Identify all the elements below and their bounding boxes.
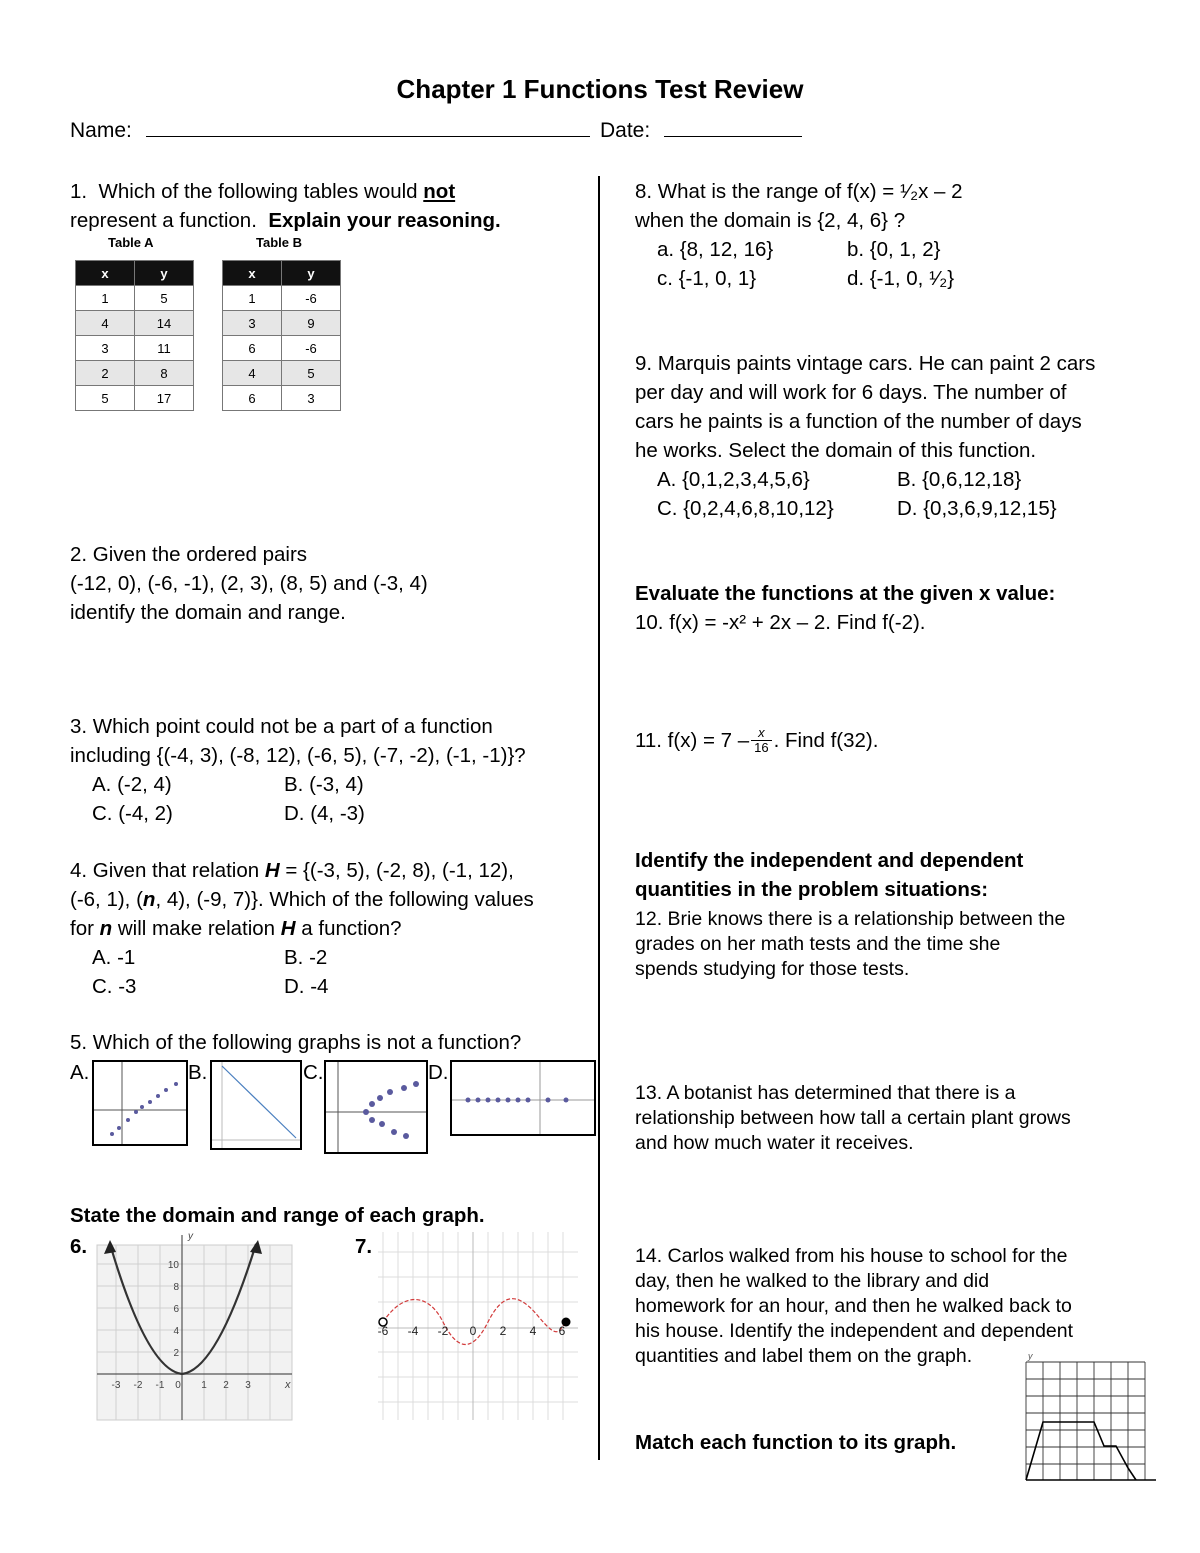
- question-14: 14. Carlos walked from his house to school for the day, then he walked to the library and did homework for an hour, and then he walked back to his house. Identify the independent and dependent quantities and label them on the graph.: [635, 1245, 1074, 1367]
- column-divider: [598, 176, 600, 1460]
- svg-text:-2: -2: [133, 1380, 143, 1391]
- question-10: 10. f(x) = -x² + 2x – 2. Find f(-2).: [635, 611, 926, 634]
- question-4: 4. Given that relation H = {(-3, 5), (-2, 8), (-1, 12), (-6, 1), (n, 4), (-9, 7)}. Which of the following values for n will make relation H a function? A. -1 B. -2 C. -3 D. -4: [70, 856, 595, 1001]
- table-a-caption: Table A: [108, 235, 154, 250]
- q8-option-c[interactable]: c. {-1, 0, 1}: [657, 267, 757, 290]
- graph6-x-axis: x: [285, 1379, 291, 1391]
- fraction-x-over-16: x 16: [751, 726, 771, 755]
- q4-option-b[interactable]: B. -2: [284, 946, 328, 969]
- graph-14: [1020, 1350, 1160, 1485]
- q8-option-d[interactable]: d. {-1, 0, ¹⁄₂}: [847, 267, 955, 290]
- date-field[interactable]: [664, 116, 802, 137]
- graph14-y-axis: y: [1028, 1351, 1033, 1361]
- identify-heading: Identify the independent and dependent quantities in the problem situations:: [635, 849, 1024, 901]
- table-b-caption: Table B: [256, 235, 302, 250]
- svg-text:10: 10: [167, 1260, 179, 1271]
- name-label: Name:: [70, 119, 132, 142]
- svg-text:0: 0: [175, 1380, 181, 1391]
- svg-text:2: 2: [173, 1348, 179, 1359]
- question-11: 11. f(x) = 7 – x 16 . Find f(32).: [635, 725, 879, 755]
- svg-text:-2: -2: [437, 1324, 449, 1338]
- q4-option-d[interactable]: D. -4: [284, 975, 329, 998]
- domain-range-heading: State the domain and range of each graph.: [70, 1204, 485, 1227]
- name-field[interactable]: [146, 116, 590, 137]
- svg-text:-4: -4: [407, 1324, 419, 1338]
- date-label: Date:: [600, 119, 651, 142]
- graph-b[interactable]: [210, 1060, 302, 1150]
- q3-option-b[interactable]: B. (-3, 4): [284, 773, 364, 796]
- q7-label: 7.: [355, 1235, 373, 1258]
- svg-text:-1: -1: [155, 1380, 165, 1391]
- q3-option-c[interactable]: C. (-4, 2): [92, 802, 173, 825]
- q3-option-d[interactable]: D. (4, -3): [284, 802, 365, 825]
- graph-b-label: B.: [188, 1061, 208, 1084]
- page-title: Chapter 1 Functions Test Review: [396, 74, 804, 104]
- match-heading: Match each function to its graph.: [635, 1431, 957, 1454]
- svg-text:8: 8: [173, 1282, 179, 1293]
- question-12: 12. Brie knows there is a relationship between the grades on her math tests and the time she spends studying for those tests.: [635, 908, 1066, 980]
- svg-text:-6: -6: [378, 1324, 389, 1338]
- q4-option-a[interactable]: A. -1: [92, 946, 136, 969]
- question-1: 1. Which of the following tables would not represent a function. Explain your reasoning.: [70, 180, 501, 232]
- question-2: 2. Given the ordered pairs (-12, 0), (-6, -1), (2, 3), (8, 5) and (-3, 4) identify the domain and range.: [70, 543, 428, 624]
- evaluate-heading: Evaluate the functions at the given x value:: [635, 582, 1056, 605]
- svg-text:4: 4: [529, 1324, 537, 1338]
- graph-d[interactable]: [450, 1060, 596, 1136]
- q9-option-c[interactable]: C. {0,2,4,6,8,10,12}: [657, 497, 834, 520]
- svg-text:6: 6: [173, 1304, 179, 1315]
- svg-text:0: 0: [469, 1324, 477, 1338]
- svg-text:2: 2: [499, 1324, 507, 1338]
- question-5: 5. Which of the following graphs is not a function?: [70, 1031, 522, 1054]
- q4-option-c[interactable]: C. -3: [92, 975, 137, 998]
- graph-d-label: D.: [428, 1061, 449, 1084]
- graph-a-label: A.: [70, 1061, 90, 1084]
- question-9: 9. Marquis paints vintage cars. He can paint 2 cars per day and will work for 6 days. The number of cars he paints is a function of the number of days he works. Select the domain of this function. A. {0,1,2,3,4,5,6} B. {0,6,12,18} C. {0,2,4,6,8,10,12} D. {0,3,6,9,12,15}: [635, 349, 1180, 523]
- name-row: [70, 116, 590, 143]
- graph-7: [378, 1232, 578, 1422]
- svg-text:1: 1: [201, 1380, 207, 1391]
- svg-text:4: 4: [173, 1326, 179, 1337]
- q8-option-a[interactable]: a. {8, 12, 16}: [657, 238, 774, 261]
- q8-option-b[interactable]: b. {0, 1, 2}: [847, 238, 941, 261]
- svg-text:6: 6: [558, 1324, 566, 1338]
- graph-c[interactable]: [324, 1060, 428, 1154]
- svg-text:-3: -3: [111, 1380, 121, 1391]
- svg-text:2: 2: [223, 1380, 229, 1391]
- table-a: x y 1 5 4 14 3 11 2 8 5 17: [75, 260, 194, 411]
- question-3: 3. Which point could not be a part of a function including {(-4, 3), (-8, 12), (-6, 5), (-7, -2), (-1, -1)}? A. (-2, 4) B. (-3, 4) C. (-4, 2) D. (4, -3): [70, 712, 595, 828]
- graph-a[interactable]: [92, 1060, 188, 1146]
- question-8: 8. What is the range of f(x) = ¹⁄₂x – 2 when the domain is {2, 4, 6} ? a. {8, 12, 16} b. {0, 1, 2} c. {-1, 0, 1} d. {-1, 0, ¹⁄₂}: [635, 177, 1175, 293]
- q9-option-d[interactable]: D. {0,3,6,9,12,15}: [897, 497, 1057, 520]
- graph6-y-axis: y: [188, 1231, 193, 1242]
- q9-option-a[interactable]: A. {0,1,2,3,4,5,6}: [657, 468, 810, 491]
- table-b: x y 1 -6 3 9 6 -6 4 5 6 3: [222, 260, 341, 411]
- date-row: [600, 116, 802, 143]
- q3-option-a[interactable]: A. (-2, 4): [92, 773, 172, 796]
- question-13: 13. A botanist has determined that there is a relationship between how tall a certain plant grows and how much water it receives.: [635, 1082, 1071, 1154]
- q6-label: 6.: [70, 1235, 88, 1258]
- q9-option-b[interactable]: B. {0,6,12,18}: [897, 468, 1022, 491]
- svg-text:3: 3: [245, 1380, 251, 1391]
- graph-6: [92, 1230, 300, 1422]
- graph-c-label: C.: [303, 1061, 324, 1084]
